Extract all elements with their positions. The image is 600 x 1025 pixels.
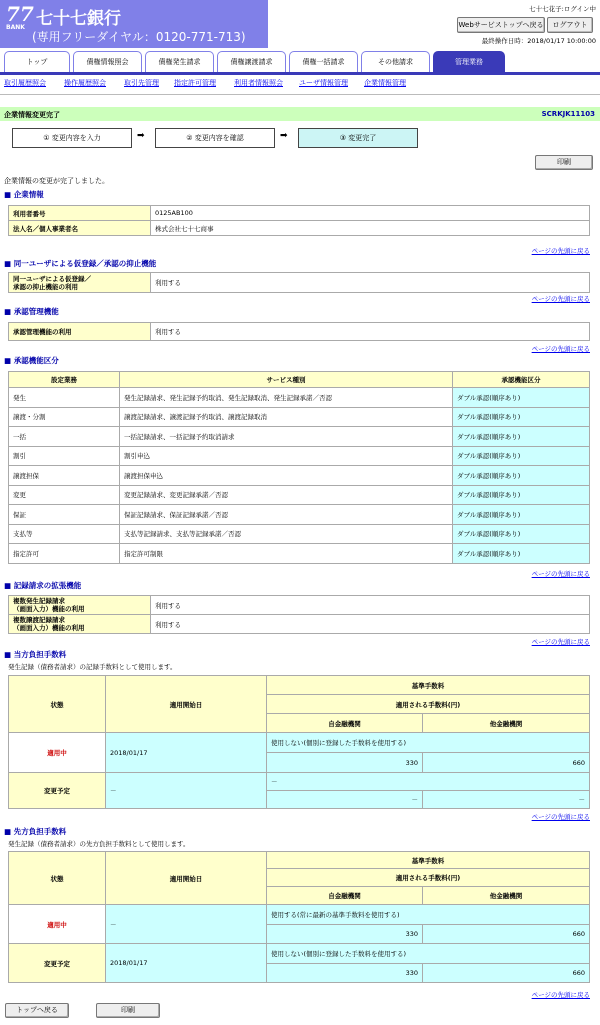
fee-header-status: 状態 [9, 852, 106, 905]
step-arrow-icon: ➡ [280, 131, 288, 141]
tab-claim-issue[interactable]: 債権発生請求 [145, 51, 214, 72]
approval-class-business: 発生 [9, 388, 120, 408]
fee-header-own: 自金融機関 [267, 714, 423, 733]
approval-class-service: 指定許可制限 [120, 544, 453, 564]
section-title-fee-self: ■ 当方負担手数料 [4, 649, 66, 660]
fee-own-value: 330 [267, 753, 423, 773]
fee-other-description: 発生記録（債務者請求）の先方負担手数料として使用します。 [8, 840, 190, 848]
section-title-company: ■ 企業情報 [4, 189, 44, 200]
bank-logo-text: BANK [6, 24, 25, 31]
back-to-top-link[interactable]: ページの先頭に戻る [531, 345, 590, 353]
fee-other-value: 660 [423, 925, 590, 944]
fee-header-base: 基準手数料 [267, 676, 590, 695]
print-button-bottom[interactable]: 印刷 [96, 1003, 160, 1018]
subnav-company-info-management[interactable]: 企業情報管理 [364, 79, 406, 87]
fee-other-table [8, 851, 590, 983]
approval-mgmt-table [8, 322, 590, 341]
subnav-divider [0, 94, 600, 95]
back-to-top-link[interactable]: ページの先頭に戻る [531, 570, 590, 578]
expansion-label: 複数発生記録請求 （画面入力）機能の利用 [9, 596, 151, 615]
expansion-label: 複数譲渡記録請求 （画面入力）機能の利用 [9, 615, 151, 634]
approval-class-header: サービス種別 [120, 372, 453, 388]
user-number-value: 0125AB100 [151, 206, 590, 221]
fee-description: 使用する(常に最新の基準手数料を使用する) [267, 905, 590, 925]
section-title-expansion: ■ 記録請求の拡張機能 [4, 580, 81, 591]
tab-bulk-request[interactable]: 債権一括請求 [289, 51, 358, 72]
approval-class-header: 承認機能区分 [453, 372, 590, 388]
tab-claim-inquiry[interactable]: 債権情報照会 [73, 51, 142, 72]
fee-apply-date: － [106, 773, 267, 809]
approval-mgmt-value: 利用する [151, 323, 590, 341]
same-user-table [8, 272, 590, 293]
approval-class-business: 譲渡担保 [9, 466, 120, 486]
back-to-top-link[interactable]: ページの先頭に戻る [531, 295, 590, 303]
expansion-table [8, 595, 590, 634]
company-name-value: 株式会社七十七商事 [151, 221, 590, 236]
approval-class-header: 設定業務 [9, 372, 120, 388]
approval-class-row [9, 388, 590, 408]
fee-header-other: 他金融機関 [423, 714, 590, 733]
tab-other-request[interactable]: その他請求 [361, 51, 430, 72]
user-number-label: 利用者番号 [9, 206, 151, 221]
fee-self-description: 発生記録（債務者請求）の記録手数料として使用します。 [8, 663, 177, 671]
approval-class-table [8, 371, 590, 564]
fee-status-planned: 変更予定 [9, 773, 106, 809]
approval-class-class: ダブル承認(順序あり) [453, 446, 590, 466]
page-title: 企業情報変更完了 [4, 111, 60, 119]
fee-description: 使用しない(個別に登録した手数料を使用する) [267, 944, 590, 964]
subnav-transaction-history[interactable]: 取引履歴照会 [4, 79, 46, 87]
approval-class-row [9, 485, 590, 505]
fee-header-other: 他金融機関 [423, 887, 590, 905]
expansion-value: 利用する [151, 596, 590, 615]
last-operation-time: 最終操作日時：2018/01/17 10:00:00 [481, 37, 596, 45]
back-to-top-link[interactable]: ページの先頭に戻る [531, 247, 590, 255]
approval-class-business: 譲渡・分割 [9, 407, 120, 427]
approval-class-business: 指定許可 [9, 544, 120, 564]
approval-class-service: 譲渡担保申込 [120, 466, 453, 486]
section-title-same-user: ■ 同一ユーザによる仮登録／承認の抑止機能 [4, 258, 156, 269]
approval-class-class: ダブル承認(順序あり) [453, 524, 590, 544]
step-input: ① 変更内容を入力 [12, 128, 132, 148]
approval-class-service: 割引申込 [120, 446, 453, 466]
fee-other-value: 660 [423, 964, 590, 983]
step-complete: ③ 変更完了 [298, 128, 418, 148]
subnav-partner-management[interactable]: 取引先管理 [124, 79, 159, 87]
approval-class-class: ダブル承認(順序あり) [453, 427, 590, 447]
fee-own-value: 330 [267, 964, 423, 983]
fee-header-date: 適用開始日 [106, 852, 267, 905]
approval-class-service: 支払等記録請求、支払等記録承諾／否認 [120, 524, 453, 544]
page-title-bar [0, 107, 600, 121]
completion-message: 企業情報の変更が完了しました。 [4, 177, 109, 185]
web-service-top-button[interactable]: Webサービストップへ戻る [457, 17, 545, 33]
fee-status-active: 適用中 [9, 733, 106, 773]
approval-class-row [9, 427, 590, 447]
tab-top[interactable]: トップ [4, 51, 70, 72]
back-to-top-link[interactable]: ページの先頭に戻る [531, 813, 590, 821]
approval-class-row [9, 524, 590, 544]
step-confirm: ② 変更内容を確認 [155, 128, 275, 148]
company-info-table [8, 205, 590, 236]
approval-class-service: 保証記録請求、保証記録承諾／否認 [120, 505, 453, 525]
subnav-permission-management[interactable]: 指定許可管理 [174, 79, 216, 87]
same-user-value: 利用する [151, 273, 590, 293]
fee-status-active: 適用中 [9, 905, 106, 944]
fee-apply-date: 2018/01/17 [106, 944, 267, 983]
fee-header-date: 適用開始日 [106, 676, 267, 733]
section-title-approval-mgmt: ■ 承認管理機能 [4, 306, 59, 317]
expansion-value: 利用する [151, 615, 590, 634]
fee-header-applied: 適用される手数料(円) [267, 869, 590, 887]
approval-class-business: 保証 [9, 505, 120, 525]
section-title-approval-class: ■ 承認機能区分 [4, 355, 59, 366]
fee-description: － [267, 773, 590, 791]
same-user-label: 同一ユーザによる仮登録／ 承認の抑止機能の利用 [9, 273, 151, 293]
approval-class-service: 一括記録請求、一括記録予約取消請求 [120, 427, 453, 447]
print-button-top[interactable]: 印刷 [535, 155, 593, 170]
subnav-user-info-inquiry[interactable]: 利用者情報照会 [234, 79, 283, 87]
fee-header-applied: 適用される手数料(円) [267, 695, 590, 714]
approval-class-business: 割引 [9, 446, 120, 466]
approval-class-class: ダブル承認(順序あり) [453, 544, 590, 564]
approval-class-row [9, 407, 590, 427]
approval-class-service: 譲渡記録請求、譲渡記録予約取消、譲渡記録取消 [120, 407, 453, 427]
step-arrow-icon: ➡ [137, 131, 145, 141]
fee-apply-date: 2018/01/17 [106, 733, 267, 773]
user-login-status: 七十七花子:ログイン中 [529, 5, 596, 13]
fee-other-value: 660 [423, 753, 590, 773]
approval-class-service: 変更記録請求、変更記録承諾／否認 [120, 485, 453, 505]
fee-apply-date: － [106, 905, 267, 944]
fee-own-value: 330 [267, 925, 423, 944]
screen-id: SCRKJK11103 [541, 110, 595, 118]
fee-description: 使用しない(個別に登録した手数料を使用する) [267, 733, 590, 753]
approval-class-row [9, 544, 590, 564]
approval-class-row [9, 505, 590, 525]
approval-class-service: 発生記録請求、発生記録予約取消、発生記録取消、発生記録承諾／否認 [120, 388, 453, 408]
tab-underline [0, 72, 600, 75]
bank-name: 七十七銀行 [36, 9, 121, 29]
approval-class-row [9, 466, 590, 486]
tab-management[interactable]: 管理業務 [433, 51, 505, 74]
fee-header-status: 状態 [9, 676, 106, 733]
subnav-operation-history[interactable]: 操作履歴照会 [64, 79, 106, 87]
approval-class-class: ダブル承認(順序あり) [453, 505, 590, 525]
fee-other-value: － [423, 791, 590, 809]
company-name-label: 法人名／個人事業者名 [9, 221, 151, 236]
back-to-top-link[interactable]: ページの先頭に戻る [531, 638, 590, 646]
back-to-top-button[interactable]: トップへ戻る [5, 1003, 69, 1018]
section-title-fee-other: ■ 先方負担手数料 [4, 826, 66, 837]
bank-logo-number: 77 [6, 2, 34, 26]
fee-own-value: － [267, 791, 423, 809]
approval-class-business: 支払等 [9, 524, 120, 544]
approval-class-class: ダブル承認(順序あり) [453, 388, 590, 408]
approval-class-business: 変更 [9, 485, 120, 505]
tab-claim-transfer[interactable]: 債権譲渡請求 [217, 51, 286, 72]
fee-status-planned: 変更予定 [9, 944, 106, 983]
approval-class-class: ダブル承認(順序あり) [453, 407, 590, 427]
approval-class-class: ダブル承認(順序あり) [453, 485, 590, 505]
approval-mgmt-label: 承認管理機能の利用 [9, 323, 151, 341]
approval-class-class: ダブル承認(順序あり) [453, 466, 590, 486]
back-to-top-link[interactable]: ページの先頭に戻る [531, 991, 590, 999]
fee-header-base: 基準手数料 [267, 852, 590, 869]
logout-button[interactable]: ログアウト [547, 17, 593, 33]
subnav-user-info-management[interactable]: ユーザ情報管理 [299, 79, 348, 87]
approval-class-business: 一括 [9, 427, 120, 447]
fee-self-table [8, 675, 590, 809]
free-dial-number: (専用フリーダイヤル：0120-771-713) [32, 30, 246, 44]
approval-class-row [9, 446, 590, 466]
fee-header-own: 自金融機関 [267, 887, 423, 905]
